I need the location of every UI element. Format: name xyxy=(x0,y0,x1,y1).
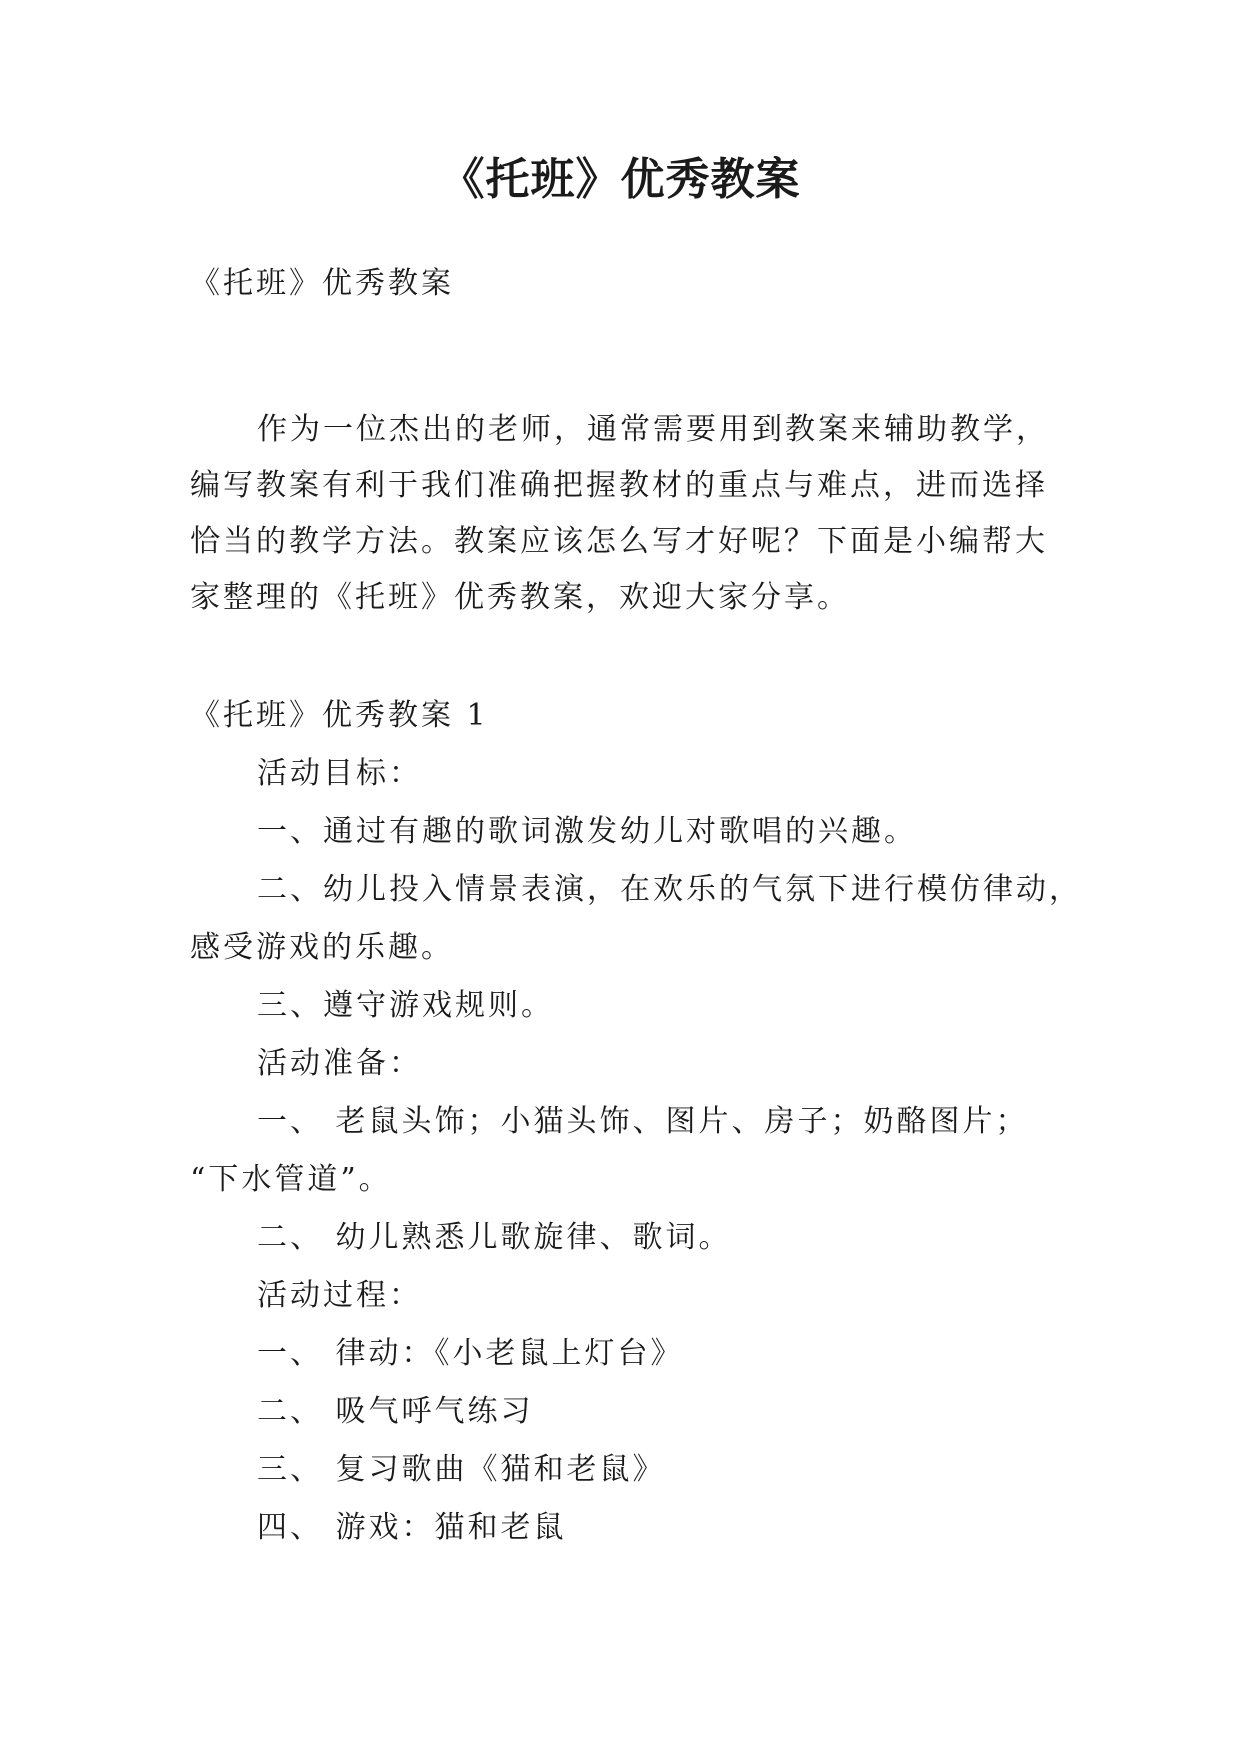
goal-3: 三、遵守游戏规则。 xyxy=(257,988,554,1023)
intro-line-2: 编写教案有利于我们准确把握教材的重点与难点，进而选择 xyxy=(190,468,1048,503)
process-step-2: 二、 吸气呼气练习 xyxy=(257,1394,534,1429)
process-step-1: 一、 律动：《小老鼠上灯台》 xyxy=(257,1336,684,1371)
document-title: 《托班》优秀教案 xyxy=(440,154,801,205)
prep-2: 二、 幼儿熟悉儿歌旋律、歌词。 xyxy=(257,1220,732,1255)
prep-heading: 活动准备： xyxy=(257,1046,422,1081)
intro-line-3: 恰当的教学方法。教案应该怎么写才好呢？下面是小编帮大 xyxy=(190,524,1048,559)
document-subtitle: 《托班》优秀教案 xyxy=(190,266,454,301)
process-step-4: 四、 游戏：猫和老鼠 xyxy=(257,1510,567,1545)
intro-line-1: 作为一位杰出的老师，通常需要用到教案来辅助教学， xyxy=(257,412,1049,447)
prep-1-line-2: “下水管道”。 xyxy=(190,1162,392,1197)
section-heading: 《托班》优秀教案 1 xyxy=(190,698,489,733)
process-step-3: 三、 复习歌曲《猫和老鼠》 xyxy=(257,1452,666,1487)
goals-heading: 活动目标： xyxy=(257,756,422,791)
process-heading: 活动过程： xyxy=(257,1278,422,1313)
prep-1-line-1: 一、 老鼠头饰；小猫头饰、图片、房子；奶酪图片； xyxy=(257,1104,1029,1139)
goal-2-line-2: 感受游戏的乐趣。 xyxy=(190,930,454,965)
intro-line-4: 家整理的《托班》优秀教案，欢迎大家分享。 xyxy=(190,580,850,615)
goal-1: 一、通过有趣的歌词激发幼儿对歌唱的兴趣。 xyxy=(257,814,917,849)
goal-2-line-1: 二、幼儿投入情景表演，在欢乐的气氛下进行模仿律动， xyxy=(257,872,1082,907)
